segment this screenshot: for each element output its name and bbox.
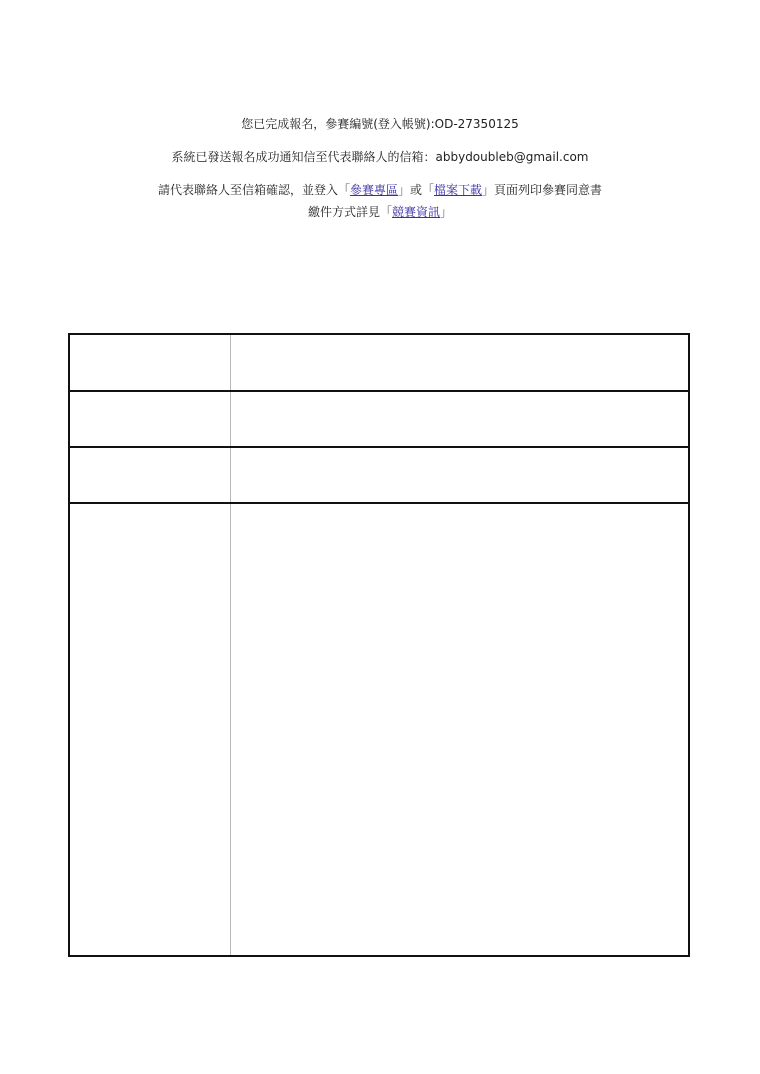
table-row (70, 504, 688, 955)
entry-zone-link[interactable]: 參賽專區 (349, 183, 398, 197)
submission-method-instruction (0, 204, 760, 220)
table-row-label (70, 335, 231, 390)
registration-number-text: 您已完成報名，參賽編號(登入帳號):OD-27350125 (241, 117, 519, 131)
registration-details-table (68, 333, 690, 957)
registration-complete-message (0, 116, 760, 132)
table-row-value (231, 504, 688, 955)
instruction-prefix: 請代表聯絡人至信箱確認，並登入「 (157, 183, 350, 197)
instruction-middle: 」或「 (397, 183, 434, 197)
competition-info-link[interactable]: 競賽資訊 (391, 205, 440, 219)
table-row-label (70, 504, 231, 955)
table-row (70, 335, 688, 392)
submission-suffix: 」 (440, 205, 453, 219)
instruction-suffix: 」頁面列印參賽同意書 (482, 183, 603, 197)
file-download-link[interactable]: 檔案下載 (434, 183, 483, 197)
table-row-value (231, 448, 688, 502)
table-row-label (70, 448, 231, 502)
table-row-label (70, 392, 231, 446)
print-consent-instruction (0, 182, 760, 198)
table-row (70, 392, 688, 448)
table-row (70, 448, 688, 504)
submission-prefix: 繳件方式詳見「 (307, 205, 392, 219)
table-row-value (231, 335, 688, 390)
email-notification-text: 系統已發送報名成功通知信至代表聯絡人的信箱：abbydoubleb@gmail.com (171, 150, 589, 164)
table-row-value (231, 392, 688, 446)
email-sent-message (0, 149, 760, 165)
